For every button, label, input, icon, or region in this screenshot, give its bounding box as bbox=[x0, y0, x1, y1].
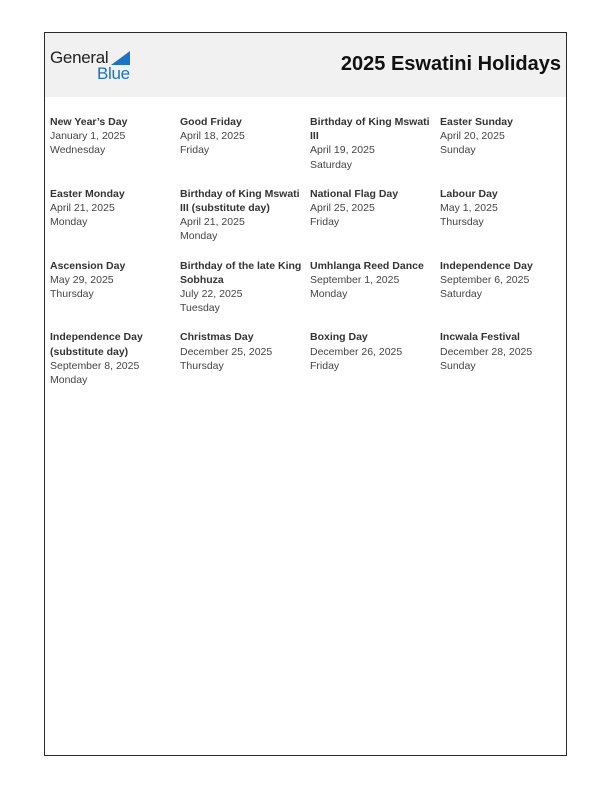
holiday-row bbox=[50, 259, 570, 316]
holiday-weekday: Sunday bbox=[440, 144, 476, 157]
header-band bbox=[45, 33, 566, 97]
holiday-item bbox=[310, 259, 440, 316]
holiday-item bbox=[440, 115, 570, 172]
holiday-name: Incwala Festival bbox=[440, 331, 520, 344]
holiday-date: May 29, 2025 bbox=[50, 273, 114, 286]
holiday-weekday: Friday bbox=[310, 216, 340, 229]
holiday-date: December 25, 2025 bbox=[180, 345, 273, 358]
holiday-row bbox=[50, 330, 570, 387]
holiday-row bbox=[50, 187, 570, 244]
logo-triangle-icon bbox=[111, 51, 130, 65]
holiday-weekday: Sunday bbox=[440, 359, 476, 372]
holiday-weekday: Thursday bbox=[180, 359, 224, 372]
holiday-item bbox=[440, 187, 570, 244]
holiday-date: September 8, 2025 bbox=[50, 359, 140, 372]
holiday-date: January 1, 2025 bbox=[50, 130, 126, 143]
holiday-item bbox=[50, 330, 180, 387]
holiday-name: Independence Day bbox=[440, 259, 533, 272]
holiday-grid bbox=[50, 115, 570, 402]
holiday-name: Birthday of King Mswati III bbox=[310, 116, 430, 143]
holiday-weekday: Saturday bbox=[440, 288, 483, 301]
holiday-weekday: Monday bbox=[50, 374, 88, 387]
holiday-item bbox=[180, 187, 310, 244]
holiday-item bbox=[310, 330, 440, 387]
holiday-date: April 21, 2025 bbox=[50, 202, 115, 215]
holiday-date: April 25, 2025 bbox=[310, 202, 375, 215]
holiday-weekday: Wednesday bbox=[50, 144, 106, 157]
holiday-item bbox=[180, 115, 310, 172]
holiday-name: Christmas Day bbox=[180, 331, 254, 344]
holiday-name: Birthday of the late King Sobhuza bbox=[180, 259, 302, 286]
holiday-name: Labour Day bbox=[440, 187, 498, 200]
holiday-weekday: Monday bbox=[50, 216, 88, 229]
holiday-item bbox=[310, 115, 440, 172]
holiday-name: New Year’s Day bbox=[50, 116, 128, 128]
holiday-name: National Flag Day bbox=[310, 187, 399, 200]
holiday-date: April 18, 2025 bbox=[180, 130, 245, 143]
holiday-date: September 6, 2025 bbox=[440, 273, 530, 286]
holiday-name: Easter Monday bbox=[50, 187, 125, 200]
holiday-date: April 19, 2025 bbox=[310, 144, 375, 157]
holiday-item bbox=[50, 259, 180, 316]
holiday-date: April 21, 2025 bbox=[180, 216, 245, 229]
page-frame bbox=[44, 32, 567, 756]
holiday-date: December 28, 2025 bbox=[440, 345, 533, 358]
holiday-item bbox=[310, 187, 440, 244]
holiday-name: Boxing Day bbox=[310, 331, 368, 344]
holiday-weekday: Monday bbox=[180, 230, 218, 243]
holiday-date: April 20, 2025 bbox=[440, 130, 505, 143]
holiday-weekday: Thursday bbox=[50, 288, 94, 301]
holiday-name: Independence Day (substitute day) bbox=[50, 331, 143, 358]
holiday-weekday: Saturday bbox=[310, 158, 353, 171]
logo-general-text: General bbox=[50, 48, 109, 67]
logo-blue-text: Blue bbox=[97, 64, 130, 83]
holiday-date: September 1, 2025 bbox=[310, 273, 400, 286]
holiday-name: Birthday of King Mswati III (substitute day) bbox=[180, 187, 300, 215]
holiday-item bbox=[50, 187, 180, 244]
holiday-name: Easter Sunday bbox=[440, 116, 513, 128]
holiday-name: Good Friday bbox=[180, 116, 242, 128]
holiday-weekday: Tuesday bbox=[180, 302, 220, 315]
page-title: 2025 Eswatini Holidays bbox=[340, 53, 561, 75]
holiday-item bbox=[50, 115, 180, 172]
holiday-weekday: Monday bbox=[310, 288, 348, 301]
holiday-item bbox=[180, 259, 310, 316]
holiday-weekday: Thursday bbox=[440, 216, 484, 229]
holiday-row bbox=[50, 115, 570, 172]
holiday-date: July 22, 2025 bbox=[180, 288, 243, 301]
holiday-date: May 1, 2025 bbox=[440, 202, 498, 215]
holiday-date: December 26, 2025 bbox=[310, 345, 403, 358]
holiday-item bbox=[180, 330, 310, 387]
holiday-item bbox=[440, 330, 570, 387]
holiday-name: Ascension Day bbox=[50, 259, 126, 272]
holiday-weekday: Friday bbox=[310, 359, 340, 372]
holiday-item bbox=[440, 259, 570, 316]
holiday-name: Umhlanga Reed Dance bbox=[310, 259, 424, 272]
holiday-weekday: Friday bbox=[180, 144, 210, 157]
generalblue-logo bbox=[50, 48, 140, 84]
